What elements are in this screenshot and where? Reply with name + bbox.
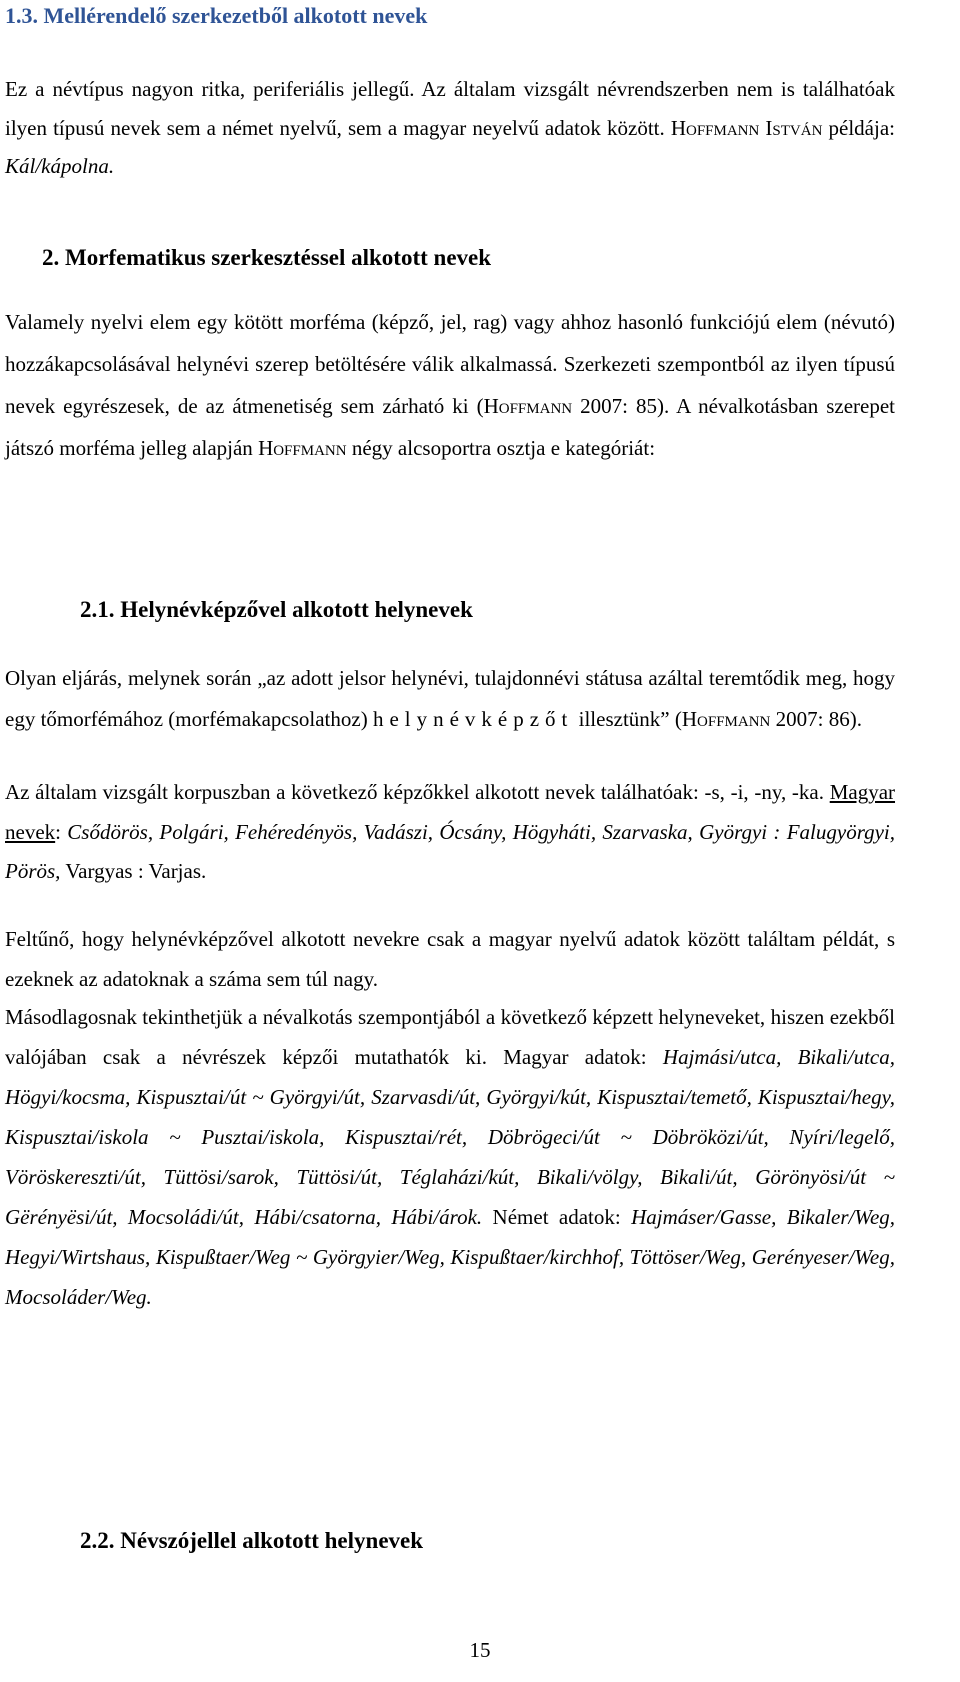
paragraph-text: Ez a névtípus nagyon ritka, periferiális jellegű. Az általam vizsgált névrendszerben nem is találhatóak ilyen típusú nevek sem a német nyelvű, sem a magyar neyelvű adatok között. — [5, 77, 895, 140]
section-heading-2-2: 2.2. Névszójellel alkotott helynevek — [80, 1528, 424, 1553]
author-name: Hoffmann — [258, 436, 347, 460]
paragraph-text: Olyan eljárás, melynek során „az adott jelsor helynévi, tulajdonnévi státusa azáltal teremtődik meg, hogy egy tőmorfémához (morfémakapcsolathoz) — [5, 666, 895, 731]
section-heading-2: 2. Morfematikus szerkesztéssel alkotott nevek — [42, 245, 492, 270]
paragraph-text: 2007: 85). A névalkotásban szerepet játszó morféma jelleg alapján — [5, 394, 895, 460]
paragraph-observation: Feltűnő, hogy helynévképzővel alkotott nevekre csak a magyar nyelvű adatok között találtam példát, s ezeknek az adatoknak a száma sem túl nagy. — [5, 927, 895, 991]
paragraph-text: illesztünk” ( — [578, 706, 682, 731]
paragraph-text: Az általam vizsgált korpuszban a következő képzőkkel alkotott nevek találhatóak: -s, -i, -ny, -ka. — [5, 780, 824, 804]
hungarian-example-list: Hajmási/utca, Bikali/utca, Högyi/kocsma, Kispusztai/út ~ Györgyi/út, Szarvasdi/út, Györgyi/kút, Kispusztai/temető, Kispusztai/hegy, Kispusztai/iskola ~ Pusztai/iskola, Kispusztai/rét, Döbrögeci/út ~ Döbröközi/út, Nyíri/legelő, Vöröskereszti/út, Tüttösi/sarok, Tüttösi/út, Téglaházi/kút, Bikali/völgy, Bikali/út, Görönyösi/út ~ Gërényësi/út, Mocsoládi/út, Hábi/csatorna, Hábi/árok. — [5, 1045, 895, 1229]
example-list: Csődörös, Polgári, Fehéredényös, Vadászi, Ócsány, Högyháti, Szarvaska, Györgyi : Falugyörgyi, Pörös, — [5, 819, 895, 883]
paragraph-definition — [5, 658, 895, 739]
author-name: Hoffmann — [483, 394, 573, 418]
paragraph-secondary — [5, 997, 895, 1317]
page-number: 15 — [469, 1638, 491, 1662]
author-name: Hoffmann István — [670, 115, 823, 140]
section-heading-2-1: 2.1. Helynévképzővel alkotott helynevek — [80, 597, 473, 622]
paragraph-intro — [5, 70, 895, 186]
paragraph-corpus — [5, 773, 895, 892]
example-name: Kál/kápolna. — [5, 154, 115, 178]
paragraph-text: 2007: 86). — [775, 706, 862, 731]
german-example-list: Hajmáser/Gasse, Bikaler/Weg, Hegyi/Wirtshaus, Kispußtaer/Weg ~ Györgyier/Weg, Kispußtaer/kirchhof, Töttöser/Weg, Gerényeser/Weg, Mocsoláder/Weg. — [5, 1205, 896, 1309]
section-heading-1-3: 1.3. Mellérendelő szerkezetből alkotott nevek — [5, 3, 428, 28]
author-name: Hoffmann — [681, 706, 771, 731]
example-list-end: Vargyas : Varjas. — [65, 859, 207, 883]
paragraph-text: Valamely nyelvi elem egy kötött morféma (képző, jel, rag) vagy ahhoz hasonló funkciójú elem (névutó) hozzákapcsolásával helynévi szerep betöltésére válik alkalmassá. Szerkezeti szempontból az ilyen típusú nevek egyrészesek, de az átmenetiség sem zárható ki ( — [5, 310, 895, 418]
label-colon: : — [55, 819, 61, 844]
paragraph-text: Német adatok: — [492, 1205, 621, 1229]
spaced-term: helynévképzőt — [372, 706, 574, 731]
paragraph-text: Másodlagosnak tekinthetjük a névalkotás szempontjából a következő képzett helyneveket, hiszen ezekből valójában csak a névrészek képzői mutathatók ki. Magyar adatok: — [5, 1005, 895, 1069]
paragraph-morfematikus — [5, 301, 895, 469]
paragraph-text: példája: — [828, 115, 895, 140]
magyar-nevek-label: Magyar nevek — [5, 780, 896, 844]
paragraph-text: négy alcsoportra osztja e kategóriát: — [351, 436, 656, 460]
